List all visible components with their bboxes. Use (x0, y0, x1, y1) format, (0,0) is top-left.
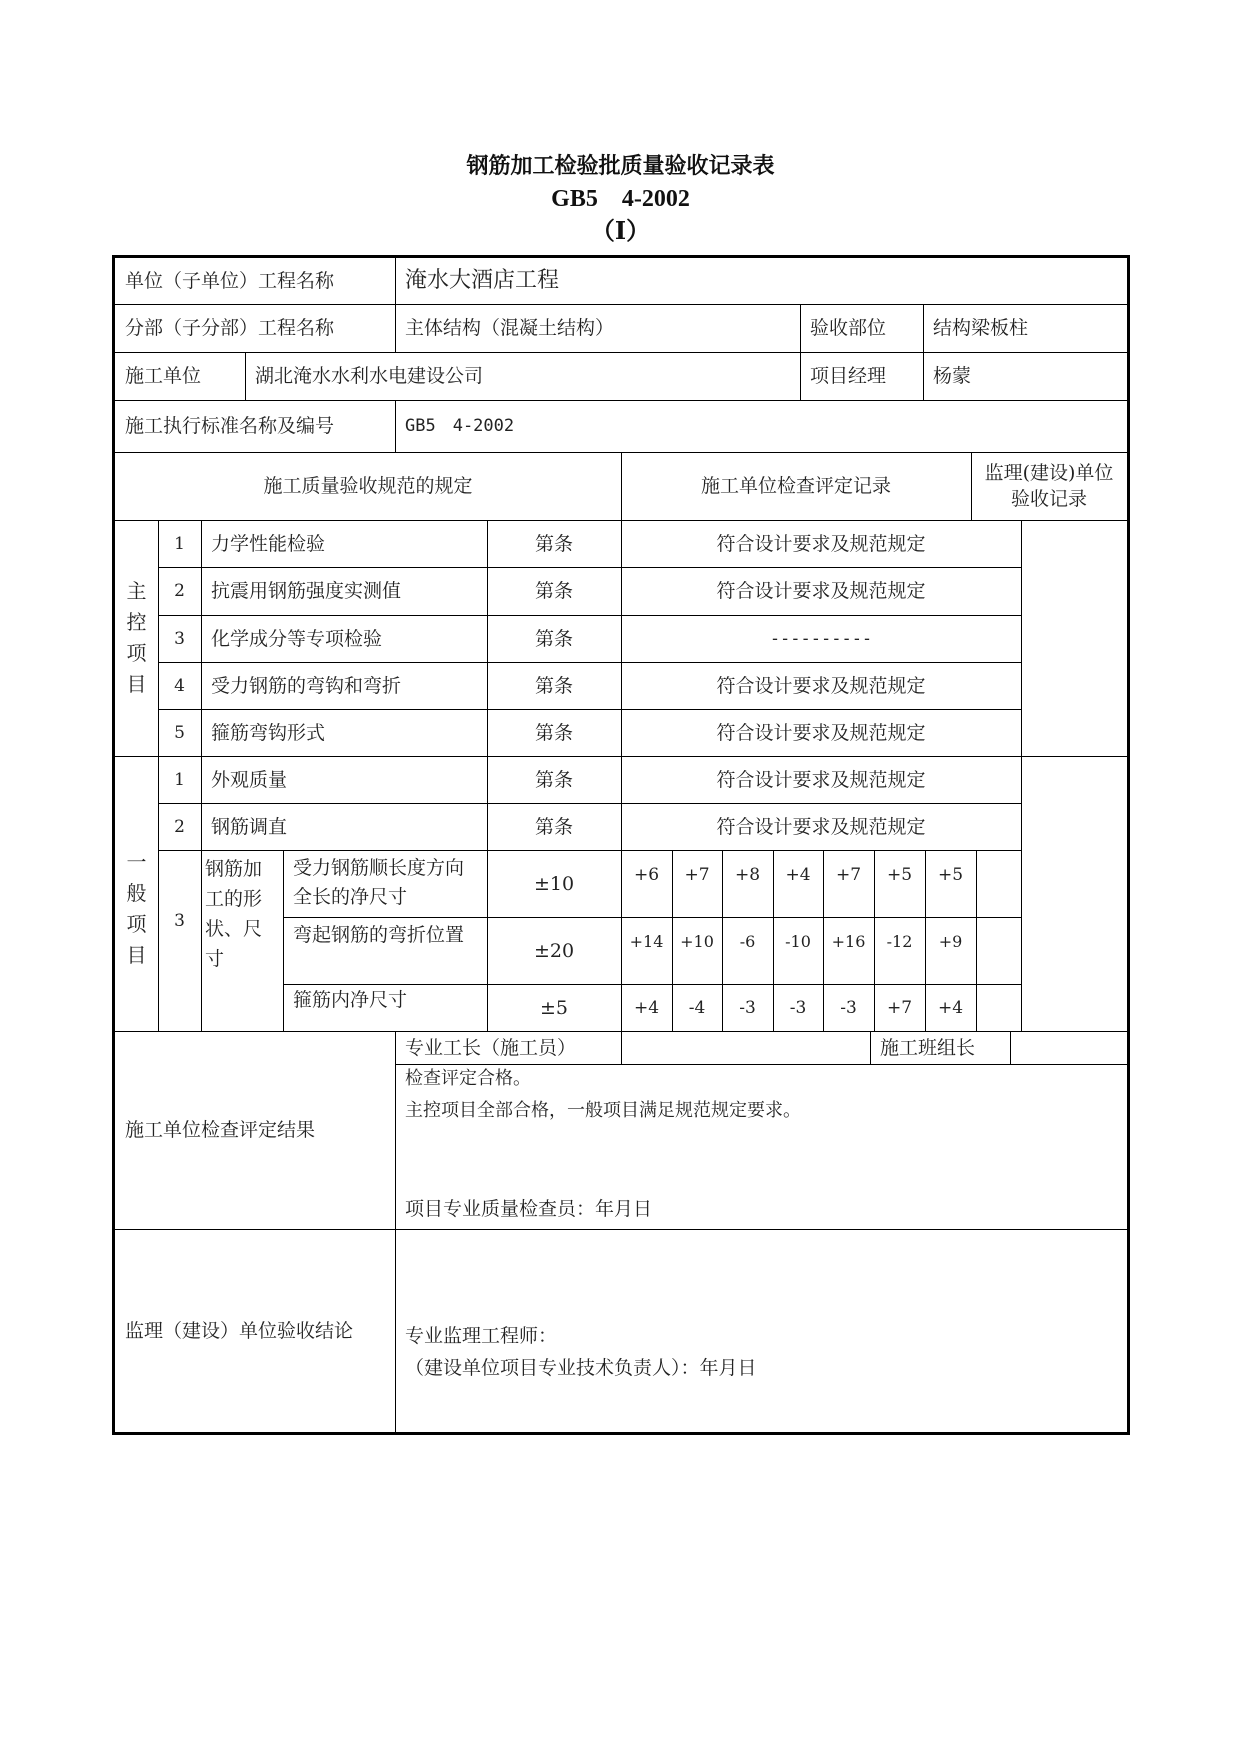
main-item-name: 受力钢筋的弯钩和弯折 (211, 674, 402, 697)
main-item-result: 符合设计要求及规范规定 (716, 674, 926, 697)
sub-project-value: 主体结构（混凝土结构） (405, 317, 615, 339)
title-block (0, 150, 1241, 248)
general-item-clause: 第条 (534, 815, 573, 838)
contractor-value: 湖北淹水水利水电建设公司 (255, 365, 484, 387)
measured-value: -12 (886, 932, 913, 951)
measured-value: +4 (633, 997, 660, 1018)
main-item-clause: 第条 (534, 580, 573, 602)
general-item-name: 外观质量 (211, 768, 288, 791)
general-item-result: 符合设计要求及规范规定 (716, 768, 926, 791)
contractor-result-line1: 检查评定合格。 (405, 1068, 531, 1089)
general-item-no: 2 (174, 816, 185, 837)
general-items-group-label: 一 般 项 目 (126, 849, 147, 967)
measured-value: +7 (886, 997, 913, 1018)
spec-column-header: 施工质量验收规范的规定 (263, 475, 473, 497)
processing-category-label: 钢筋加工的形状、尺寸 (205, 858, 263, 970)
standard-label: 施工执行标准名称及编号 (125, 415, 335, 437)
supervising-engineer-line: 专业监理工程师： (405, 1325, 558, 1347)
main-item-name: 化学成分等专项检验 (211, 627, 383, 650)
form-title: 钢筋加工检验批质量验收记录表 (466, 154, 775, 179)
contractor-result-label: 施工单位检查评定结果 (125, 1119, 316, 1141)
main-item-no: 3 (174, 628, 185, 649)
general-item-no: 1 (174, 769, 185, 790)
measured-value: -3 (739, 997, 756, 1018)
processing-subitem-name: 弯起钢筋的弯折位置 (293, 924, 465, 946)
measured-value: +5 (886, 865, 913, 885)
main-item-no: 2 (174, 581, 185, 601)
main-item-result: ---------- (769, 628, 873, 649)
measured-value: +8 (734, 865, 761, 885)
unit-project-label: 单位（子单位）工程名称 (125, 270, 335, 292)
measured-value: +5 (937, 865, 964, 885)
contractor-result-line2: 主控项目全部合格，一般项目满足规范规定要求。 (405, 1100, 801, 1121)
main-item-name: 抗震用钢筋强度实测值 (211, 580, 402, 602)
team-leader-label: 施工班组长 (880, 1036, 976, 1059)
processing-subitem-tolerance: ±10 (533, 872, 575, 895)
measured-value: +7 (684, 865, 710, 885)
unit-project-value: 淹水大酒店工程 (405, 268, 560, 293)
main-item-name: 箍筋弯钩形式 (211, 721, 326, 744)
measured-value: -3 (789, 997, 807, 1018)
measured-value: -4 (688, 997, 706, 1018)
inspection-record-table (112, 255, 1130, 1435)
supervisor-conclusion-label: 监理（建设）单位验收结论 (125, 1319, 354, 1342)
measured-value: -6 (739, 932, 756, 951)
acceptance-part-value: 结构梁板柱 (933, 317, 1029, 339)
main-item-result: 符合设计要求及规范规定 (716, 721, 926, 744)
acceptance-part-label: 验收部位 (810, 317, 887, 339)
contractor-label: 施工单位 (125, 365, 202, 387)
measured-value: +16 (831, 932, 866, 951)
measured-value: +7 (835, 865, 862, 885)
processing-subitem-name: 箍筋内净尺寸 (293, 989, 408, 1011)
main-item-clause: 第条 (534, 627, 573, 650)
main-item-clause: 第条 (534, 721, 573, 744)
main-item-result: 符合设计要求及规范规定 (716, 532, 926, 555)
supervisor-record-column-header: 监理(建设)单位验收记录 (984, 462, 1114, 510)
measured-value: +14 (629, 932, 664, 951)
measured-value: +9 (938, 932, 963, 951)
form-variant-title: （Ⅰ） (590, 216, 651, 245)
main-item-clause: 第条 (534, 674, 573, 697)
processing-subitem-tolerance: ±5 (539, 996, 568, 1019)
standard-value: GB5 4-2002 (405, 416, 515, 436)
main-item-clause: 第条 (534, 532, 573, 555)
foreman-label: 专业工长（施工员） (405, 1036, 577, 1059)
main-item-result: 符合设计要求及规范规定 (716, 580, 926, 602)
measured-value: +10 (680, 932, 714, 951)
measured-value: -10 (785, 932, 811, 951)
measured-value: -3 (840, 997, 857, 1018)
contractor-record-column-header: 施工单位检查评定记录 (700, 475, 891, 497)
owner-technical-lead-line: （建设单位项目专业技术负责人）：年月日 (405, 1357, 757, 1379)
processing-subitem-name: 受力钢筋顺长度方向全长的净尺寸 (293, 857, 465, 908)
main-item-no: 1 (174, 533, 185, 554)
project-manager-label: 项目经理 (810, 365, 887, 387)
general-item-clause: 第条 (534, 768, 573, 791)
main-items-group-label: 主 控 项 目 (126, 579, 147, 696)
general-item-name: 钢筋调直 (211, 815, 288, 838)
measured-value: +4 (785, 865, 811, 885)
processing-subitem-tolerance: ±20 (533, 939, 575, 962)
general-item-result: 符合设计要求及规范规定 (716, 815, 926, 838)
general-item-no: 3 (174, 910, 185, 931)
measured-value: +6 (633, 865, 660, 885)
sub-project-label: 分部（子分部）工程名称 (125, 317, 335, 339)
project-manager-value: 杨蒙 (933, 365, 972, 387)
main-item-no: 4 (174, 675, 185, 696)
measured-value: +4 (937, 997, 964, 1018)
main-item-name: 力学性能检验 (211, 532, 326, 555)
inspector-signature-line: 项目专业质量检查员：年月日 (405, 1198, 653, 1220)
main-item-no: 5 (174, 722, 185, 743)
standard-code-title: GB5 4-2002 (551, 186, 690, 212)
